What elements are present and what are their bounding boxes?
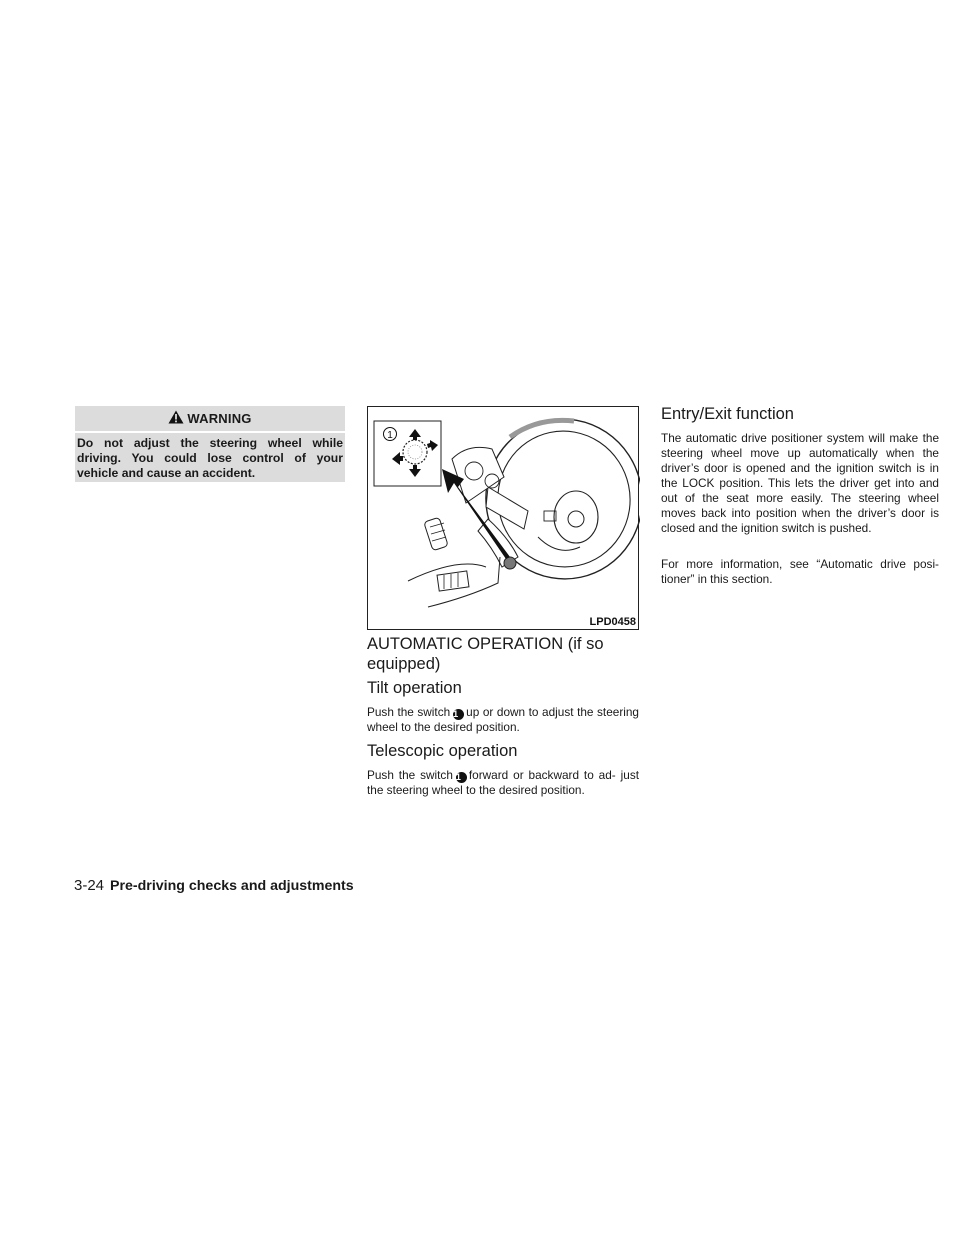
warning-label: WARNING [187,411,252,426]
page-footer [74,877,354,894]
callout-1-icon: 1 [453,709,464,720]
callout-1-icon: 1 [456,772,467,783]
warning-header [75,406,345,433]
tilt-text-before: Push the switch [367,705,451,719]
telescopic-text-after: forward or backward to ad- just the steering wheel to the desired position. [367,768,639,797]
heading-telescopic-operation: Telescopic operation [367,742,518,760]
warning-text: Do not adjust the steering wheel while driving. You could lose control of your vehicle and cause an accident. [77,436,343,480]
steering-wheel-illustration [367,406,639,630]
heading-entry-exit-function: Entry/Exit function [661,405,794,423]
steering-column-drawing [368,407,640,631]
warning-icon [168,410,184,427]
telescopic-text-before: Push the switch [367,768,453,782]
warning-box [75,406,345,482]
section-title: Pre-driving checks and adjustments [110,878,354,894]
paragraph-telescopic-operation [367,768,639,798]
paragraph-more-info: For more information, see “Automatic drive posi- tioner” in this section. [661,557,939,586]
figure-code: LPD0458 [589,616,636,628]
tilt-text-after: up or down to adjust the steering wheel to the desired position. [367,705,639,734]
heading-automatic-operation: AUTOMATIC OPERATION (if so equipped) [367,635,604,673]
paragraph-tilt-operation [367,705,639,735]
heading-tilt-operation: Tilt operation [367,679,462,697]
page-number: 3-24 [74,877,105,894]
paragraph-entry-exit: The automatic drive positioner system will make the steering wheel move up automatically when the driver’s door is opened and the ignition switch is in the LOCK position. This lets the driver get into and out of the seat more easily. The steering wheel moves back into position when the driver’s door is closed and the ignition switch is pushed. [661,431,939,535]
figure-callout-1: 1 [387,430,393,441]
